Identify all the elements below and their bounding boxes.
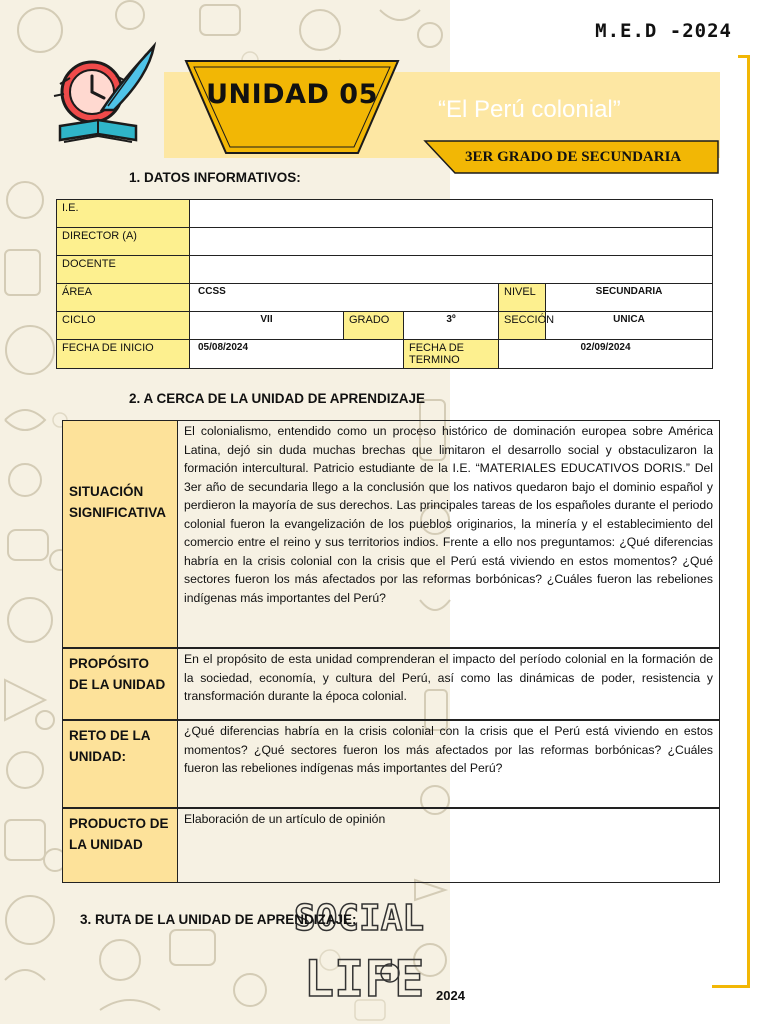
social-logo-line2: LIFE <box>304 950 425 1008</box>
footer-year: 2024 <box>436 988 465 1003</box>
unit-subtitle: “El Perú colonial” <box>438 96 621 123</box>
fecha-inicio-value: 05/08/2024 <box>190 340 404 369</box>
seccion-label: SECCIÓN <box>499 312 546 340</box>
grado-value: 3º <box>404 312 499 340</box>
med-label: M.E.D -2024 <box>595 20 732 42</box>
director-label: DIRECTOR (A) <box>57 228 190 256</box>
section2-heading: 2. A CERCA DE LA UNIDAD DE APRENDIZAJE <box>129 391 426 406</box>
row-text: El colonialismo, entendido como un proceso histórico de dominación europea sobre América Latina, dejó sin duda muchas brechas que limitaron el desarrollo social y obstaculizaron la formación intercultural. Patricio estudiante de la I.E. “MATERIALES EDUCATIVOS DORIS.” Del 3er año de secundaria llego a la conclusión que los nativos quedaron bajo el dominio español y perdieron la mayoría de sus derechos. Las principales tareas de los españoles durante el periodo colonial fueron la evangelización de los pueblos originarios, la minería y el establecimiento del comercio entre el reino y sus territorios indios. Frente a ello nos preguntamos: ¿Qué diferencias habría en la crisis colonial con la crisis que el Perú está viviendo en estos momentos? ¿Qué sectores fueron los más afectados por las reformas borbónicas? ¿Cuáles fueron las rebeliones indígenas más importantes del Perú? <box>184 424 713 605</box>
row-label: PROPÓSITO DE LA UNIDAD <box>63 649 178 719</box>
social-life-logo-art <box>290 878 425 1008</box>
table-row <box>57 200 713 228</box>
unit-badge <box>182 57 402 157</box>
table-row <box>57 228 713 256</box>
ciclo-value: VII <box>190 312 344 340</box>
row-label: PRODUCTO DE LA UNIDAD <box>63 809 178 882</box>
table-row <box>57 340 713 369</box>
table-row <box>57 284 713 312</box>
reto-row <box>62 720 720 808</box>
frame-bottom-accent <box>712 985 750 988</box>
director-value <box>190 228 713 256</box>
ie-label: I.E. <box>57 200 190 228</box>
ciclo-label: CICLO <box>57 312 190 340</box>
row-text: En el propósito de esta unidad comprenderan el impacto del período colonial en la formación de la sociedad, economía, y cultura del Perú, así como las dinámicas de poder, resistencia y transformación durante la época colonial. <box>184 652 713 703</box>
fecha-termino-label: FECHA DE TERMINO <box>404 340 499 369</box>
area-label: ÁREA <box>57 284 190 312</box>
grade-text: 3ER GRADO DE SECUNDARIA <box>465 149 682 165</box>
ie-value <box>190 200 713 228</box>
seccion-value: UNICA <box>546 312 713 340</box>
social-logo-line1: SOCIAL <box>294 898 425 939</box>
fecha-inicio-label: FECHA DE INICIO <box>57 340 190 369</box>
section1-heading: 1. DATOS INFORMATIVOS: <box>129 170 301 185</box>
history-logo-icon <box>42 40 162 152</box>
informative-data-table <box>56 199 713 369</box>
row-text: ¿Qué diferencias habría en la crisis colonial con la crisis que el Perú está viviendo en estos momentos? ¿Qué sectores fueron los más afectados por las reformas borbónicas? ¿Cuáles fueron las rebeliones indígenas más importantes del Perú? <box>184 724 713 775</box>
row-text: Elaboración de un artículo de opinión <box>184 812 386 826</box>
situacion-significativa-row <box>62 420 720 648</box>
table-row <box>57 312 713 340</box>
nivel-value: SECUNDARIA <box>546 284 713 312</box>
proposito-row <box>62 648 720 720</box>
nivel-label: NIVEL <box>499 284 546 312</box>
fecha-termino-value: 02/09/2024 <box>499 340 713 369</box>
producto-row <box>62 808 720 883</box>
row-label: SITUACIÓN SIGNIFICATIVA <box>63 421 178 647</box>
section3-heading: 3. RUTA DE LA UNIDAD DE APRENDIZAJE: <box>80 912 357 927</box>
grado-label: GRADO <box>344 312 404 340</box>
table-row <box>57 256 713 284</box>
docente-label: DOCENTE <box>57 256 190 284</box>
area-value: CCSS <box>190 284 499 312</box>
row-label: RETO DE LA UNIDAD: <box>63 721 178 807</box>
social-life-logo <box>290 878 425 1008</box>
grade-bar <box>425 141 718 173</box>
unit-title: UNIDAD 05 <box>206 79 378 110</box>
frame-right-border <box>747 55 750 987</box>
learning-unit-table <box>62 420 720 883</box>
docente-value <box>190 256 713 284</box>
